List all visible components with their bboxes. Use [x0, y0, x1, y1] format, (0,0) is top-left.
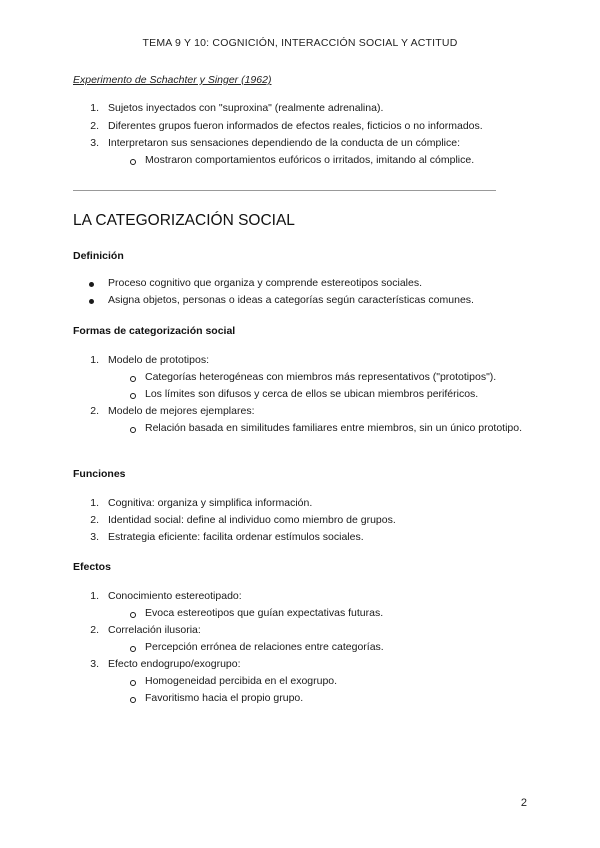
- circle-bullet-icon: [130, 427, 136, 433]
- list-subitem: Relación basada en similitudes familiares entre miembros, sin un único prototipo.: [145, 422, 523, 434]
- forms-heading: Formas de categorización social: [73, 325, 236, 337]
- list-number: 3.: [90, 531, 99, 543]
- list-number: 2.: [90, 514, 99, 526]
- list-number: 2.: [90, 624, 99, 636]
- circle-bullet-icon: [130, 680, 136, 686]
- list-subitem: Percepción errónea de relaciones entre categorías.: [145, 641, 384, 653]
- bullet-icon: [89, 282, 94, 287]
- list-number: 1.: [90, 354, 99, 366]
- list-subitem: Favoritismo hacia el propio grupo.: [145, 692, 304, 704]
- list-item: Proceso cognitivo que organiza y comprende estereotipos sociales.: [108, 277, 423, 289]
- functions-heading: Funciones: [73, 468, 126, 480]
- list-item: Modelo de mejores ejemplares:: [108, 405, 255, 417]
- circle-bullet-icon: [130, 646, 136, 652]
- horizontal-divider: [73, 190, 496, 191]
- list-subitem: Homogeneidad percibida en el exogrupo.: [145, 675, 338, 687]
- list-item: Conocimiento estereotipado:: [108, 590, 242, 602]
- list-subitem: Mostraron comportamientos eufóricos o irritados, imitando al cómplice.: [145, 154, 475, 166]
- list-item: Cognitiva: organiza y simplifica información.: [108, 497, 313, 509]
- list-item: Efecto endogrupo/exogrupo:: [108, 658, 241, 670]
- list-number: 3.: [90, 137, 99, 149]
- section-title: LA CATEGORIZACIÓN SOCIAL: [73, 212, 295, 229]
- bullet-icon: [89, 299, 94, 304]
- list-number: 1.: [90, 497, 99, 509]
- list-number: 1.: [90, 590, 99, 602]
- list-number: 2.: [90, 120, 99, 132]
- list-item: Sujetos inyectados con "suproxina" (realmente adrenalina).: [108, 102, 384, 114]
- list-number: 1.: [90, 102, 99, 114]
- circle-bullet-icon: [130, 393, 136, 399]
- list-item: Modelo de prototipos:: [108, 354, 209, 366]
- definition-heading: Definición: [73, 250, 124, 262]
- circle-bullet-icon: [130, 376, 136, 382]
- list-number: 3.: [90, 658, 99, 670]
- list-item: Correlación ilusoria:: [108, 624, 201, 636]
- list-item: Asigna objetos, personas o ideas a categorías según características comunes.: [108, 294, 474, 306]
- circle-bullet-icon: [130, 697, 136, 703]
- list-number: 2.: [90, 405, 99, 417]
- page-number: 2: [520, 797, 527, 809]
- list-item: Identidad social: define al individuo como miembro de grupos.: [108, 514, 396, 526]
- list-subitem: Evoca estereotipos que guían expectativas futuras.: [145, 607, 384, 619]
- list-item: Estrategia eficiente: facilita ordenar estímulos sociales.: [108, 531, 364, 543]
- circle-bullet-icon: [130, 612, 136, 618]
- effects-heading: Efectos: [73, 561, 111, 573]
- experiment-title: Experimento de Schachter y Singer (1962): [73, 74, 272, 86]
- list-subitem: Categorías heterogéneas con miembros más representativos ("prototipos").: [145, 371, 497, 383]
- list-item: Diferentes grupos fueron informados de efectos reales, ficticios o no informados.: [108, 120, 483, 132]
- list-item: Interpretaron sus sensaciones dependiendo de la conducta de un cómplice:: [108, 137, 460, 149]
- circle-bullet-icon: [130, 159, 136, 165]
- list-subitem: Los límites son difusos y cerca de ellos se ubican miembros periféricos.: [145, 388, 479, 400]
- page-header: TEMA 9 Y 10: COGNICIÓN, INTERACCIÓN SOCIAL Y ACTITUD: [142, 37, 458, 49]
